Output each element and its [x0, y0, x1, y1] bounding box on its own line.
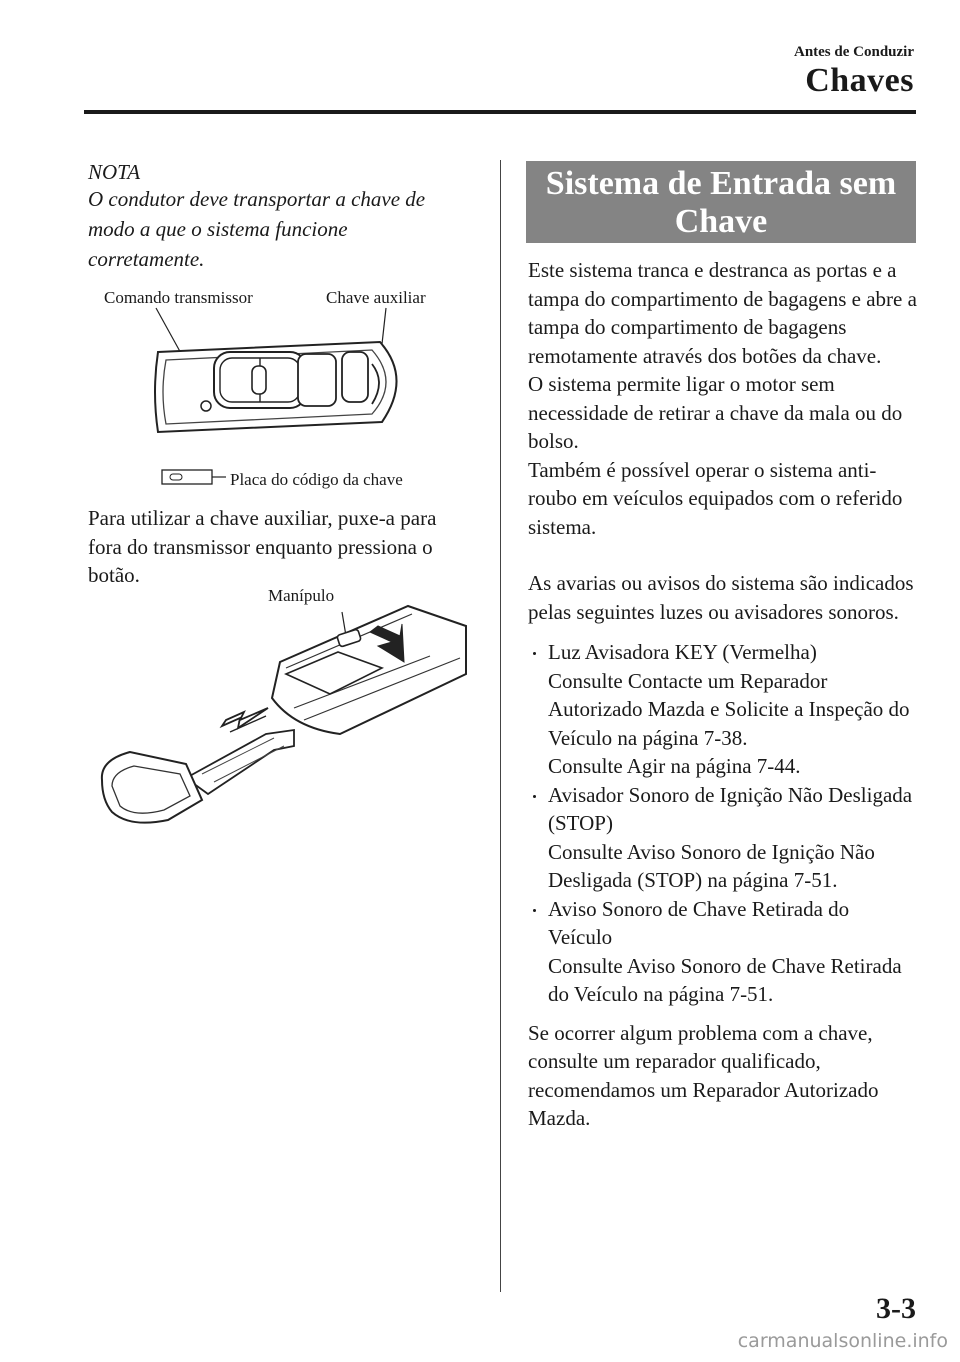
list-item — [528, 781, 918, 895]
right-column — [528, 256, 918, 1133]
list-item — [528, 895, 918, 1009]
column-divider — [500, 160, 501, 1292]
intro-paragraph: Este sistema tranca e destranca as portas e a tampa do compartimento de bagagens e abre a tampa do compartimento de bagagens remotamente através dos botões da chave. — [528, 258, 917, 368]
list-item — [528, 638, 918, 781]
key-fob-illustration — [150, 300, 420, 490]
closing-paragraph: Se ocorrer algum problema com a chave, consulte um reparador qualificado, recomendamos um Reparador Autorizado Mazda. — [528, 1020, 879, 1130]
intro-paragraph-engine: O sistema permite ligar o motor sem necessidade de retirar a chave da mala ou do bolso. — [528, 372, 903, 453]
section-header: Antes de Conduzir — [793, 44, 914, 60]
list-item-title: Avisador Sonoro de Ignição Não Desligada (STOP) — [548, 782, 913, 835]
label-knob: Manípulo — [268, 586, 335, 605]
aux-key-removal-illustration — [90, 596, 470, 836]
section-title — [526, 161, 916, 243]
intro-paragraph-antitheft: Também é possível operar o sistema anti-roubo em veículos equipados com o referido sistema. — [528, 457, 903, 539]
label-transmitter: Comando transmissor — [104, 288, 253, 307]
label-code-plate: Placa do código da chave — [230, 470, 403, 489]
list-item-title: Aviso Sonoro de Chave Retirada do Veículo — [548, 896, 850, 949]
list-item-reference: Consulte Aviso Sonoro de Ignição Não Desligada (STOP) na página 7-51. — [548, 839, 875, 892]
label-aux-key: Chave auxiliar — [326, 288, 426, 307]
list-item-reference: Consulte Agir na página 7-44. — [548, 754, 801, 778]
bullet-icon — [533, 795, 536, 798]
bullet-icon — [533, 909, 536, 912]
warning-list — [528, 638, 918, 1009]
chapter-title: Chaves — [805, 62, 914, 99]
bullet-icon — [533, 652, 536, 655]
note-text: O condutor deve transportar a chave de modo a que o sistema funcione corretamente. — [88, 187, 426, 271]
list-item-reference: Consulte Contacte um Reparador Autorizado Mazda e Solicite a Inspeção do Veículo na página 7-38. — [548, 668, 910, 750]
note-label: NOTA — [88, 160, 141, 184]
section-title-line1: Sistema de Entrada sem — [545, 165, 897, 202]
list-item-title: Luz Avisadora KEY (Vermelha) — [548, 640, 817, 664]
list-item-reference: Consulte Aviso Sonoro de Chave Retirada do Veículo na página 7-51. — [548, 953, 902, 1006]
header-rule — [84, 110, 916, 114]
watermark: carmanualsonline.info — [737, 1330, 948, 1352]
aux-key-instruction: Para utilizar a chave auxiliar, puxe-a para fora do transmissor enquanto pressiona o botão. — [88, 506, 437, 587]
section-title-line2: Chave — [674, 203, 768, 240]
warnings-paragraph: As avarias ou avisos do sistema são indicados pelas seguintes luzes ou avisadores sonoros. — [528, 571, 914, 624]
page-number: 3-3 — [876, 1292, 916, 1325]
